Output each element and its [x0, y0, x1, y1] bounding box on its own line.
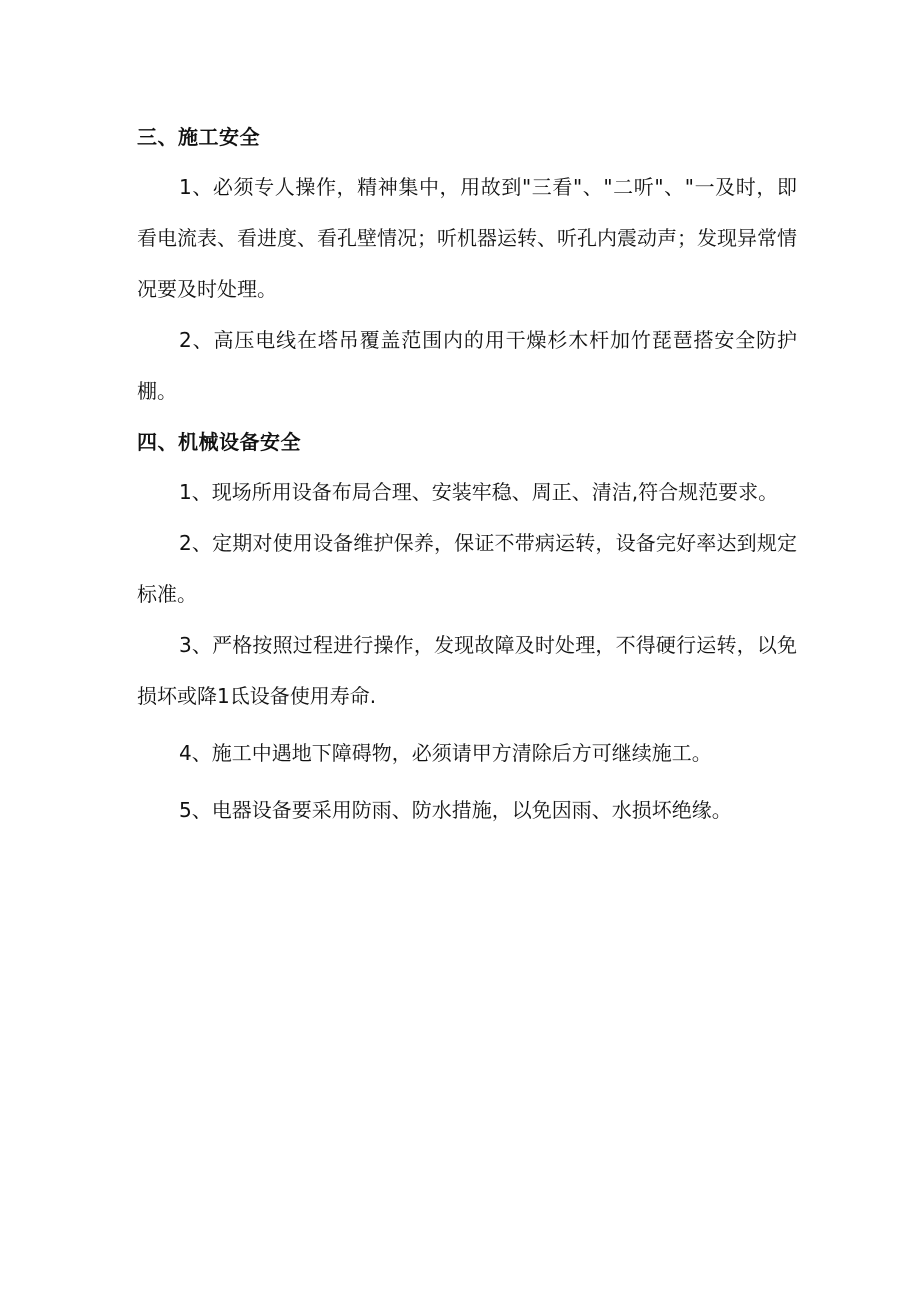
document-body	[137, 112, 797, 836]
paragraph: 4、施工中遇地下障碍物，必须请甲方清除后方可继续施工。	[179, 741, 712, 765]
paragraph: 3、严格按照过程进行操作，发现故障及时处理，不得硬行运转，以免损坏或降1氐设备使用寿命.	[137, 633, 797, 708]
paragraph: 5、电器设备要采用防雨、防水措施，以免因雨、水损坏绝缘。	[179, 798, 732, 822]
paragraph: 2、定期对使用设备维护保养，保证不带病运转，设备完好率达到规定标准。	[137, 531, 797, 606]
section-heading-construction-safety: 三、施工安全	[137, 125, 260, 149]
paragraph: 1、现场所用设备布局合理、安装牢稳、周正、清洁,符合规范要求。	[179, 480, 779, 504]
paragraph: 1、必须专人操作，精神集中，用故到"三看"、"二听"、"一及时，即看电流表、看进度、看孔壁情况；听机器运转、听孔内震动声；发现异常情况要及时处理。	[137, 175, 797, 301]
paragraph: 2、高压电线在塔吊覆盖范围内的用干燥杉木杆加竹琵琶搭安全防护棚。	[137, 328, 797, 403]
section-heading-machinery-safety: 四、机械设备安全	[137, 430, 301, 454]
